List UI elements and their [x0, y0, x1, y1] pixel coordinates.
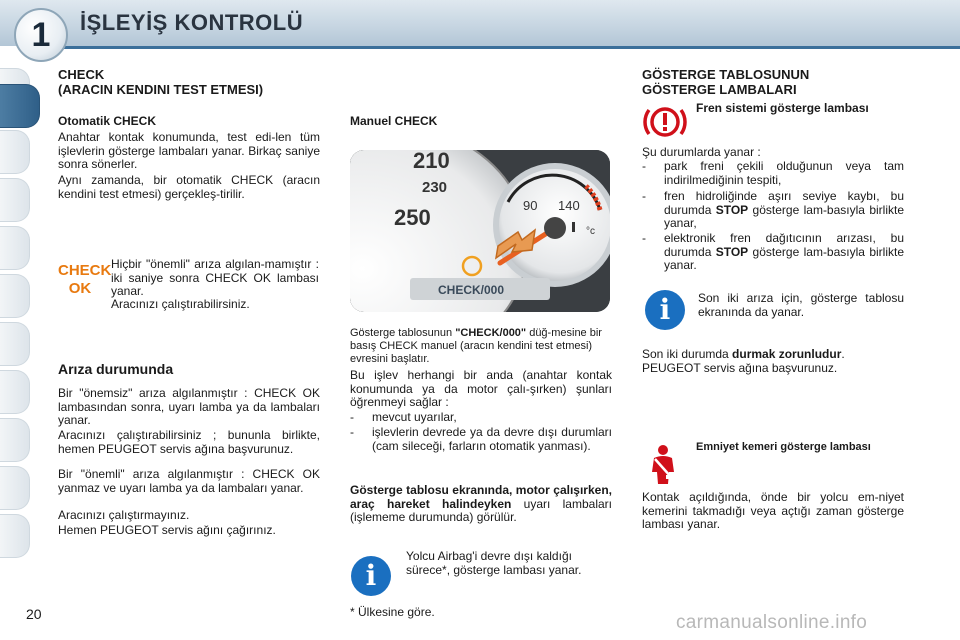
fault-paragraph-2: Aracınızı çalıştırabilirsiniz ; bununla birlikte, hemen PEUGEOT servis ağına başvurunuz.: [58, 428, 320, 456]
gauge-tick-230: 230: [422, 179, 448, 196]
seatbelt-icon: [644, 444, 682, 491]
auto-check-paragraph-2: Aynı zamanda, bir otomatik CHECK (aracın kendini test etmesi) gerçekleş-tirilir.: [58, 173, 320, 201]
gauge-tick-210: 210: [413, 150, 450, 173]
chapter-tab-3[interactable]: [0, 130, 30, 174]
header-rule: [60, 46, 960, 49]
auto-check-heading: Otomatik CHECK: [58, 114, 157, 128]
brake-bullet-1: - park freni çekili olduğunun veya tam indirilmediğinin tespiti,: [642, 159, 904, 187]
chapter-tab-8[interactable]: [0, 370, 30, 414]
chapter-tab-active[interactable]: [0, 84, 40, 128]
manual-check-bullet-1: - mevcut uyarılar,: [350, 410, 457, 424]
brake-info-note: Son iki arıza için, gösterge tablosu ekranında da yanar.: [698, 291, 904, 319]
chapter-tab-9[interactable]: [0, 418, 30, 462]
driving-warnings-paragraph: Gösterge tablosu ekranında, motor çalışırken, araç hareket halindeyken uyarı lambaları (işlememe durumunda) görülür.: [350, 483, 612, 524]
info-icon: i: [351, 556, 391, 596]
check-000-caption: Gösterge tablosunun "CHECK/000" düğ-mesine bir basış CHECK manuel (aracın kendini test etmesi) evresini başlatır.: [350, 327, 602, 365]
seatbelt-paragraph: Kontak açıldığında, önde bir yolcu em-niyet kemerini takmadığı veya açtığı zaman gösterge lambası yanar.: [642, 490, 904, 531]
brake-bullet-3: - elektronik fren dağıtıcının arızası, bu durumda STOP gösterge lam-basıyla birlikte yanar.: [642, 231, 904, 272]
fault-paragraph-3: Bir "önemli" arıza algılanmıştır : CHECK OK yanmaz ve uyarı lamba ya da lambaları yanar.: [58, 467, 320, 495]
chapter-tab-5[interactable]: [0, 226, 30, 270]
page-title: İŞLEYİŞ KONTROLÜ: [80, 10, 304, 35]
chapter-tab-7[interactable]: [0, 322, 30, 366]
seatbelt-lamp-title: Emniyet kemeri gösterge lambası: [696, 441, 871, 453]
chapter-tab-10[interactable]: [0, 466, 30, 510]
auto-check-paragraph-1: Anahtar kontak konumunda, test edi-len tüm işlevlerin gösterge lambaları yanar. Birkaç saniye sonra sönerler.: [58, 130, 320, 171]
page-number: 20: [26, 606, 42, 622]
check-ok-icon: CHECK OK: [58, 262, 112, 297]
fault-heading: Arıza durumunda: [58, 361, 174, 377]
chapter-tab-6[interactable]: [0, 274, 30, 318]
brake-intro: Şu durumlarda yanar :: [642, 145, 761, 159]
check-section-title: CHECK (ARACIN KENDINI TEST ETMESI): [58, 67, 264, 97]
fault-paragraph-1: Bir "önemsiz" arıza algılanmıştır : CHECK OK lambasından sonra, uyarı lamba ya da lambaları yanar.: [58, 386, 320, 427]
gauge-unit: °c: [586, 226, 595, 237]
info-icon: i: [645, 290, 685, 330]
fault-paragraph-5: Hemen PEUGEOT servis ağını çağırınız.: [58, 523, 276, 537]
manual-check-heading: Manuel CHECK: [350, 114, 438, 128]
watermark: carmanualsonline.info: [676, 612, 868, 633]
airbag-note: Yolcu Airbag'i devre dışı kaldığı sürece*, gösterge lambası yanar.: [406, 549, 582, 577]
chapter-number-badge: 1: [14, 8, 68, 62]
chapter-tab-11[interactable]: [0, 514, 30, 558]
gauge-tick-250: 250: [394, 205, 431, 230]
brake-final-paragraph: Son iki durumda durmak zorunludur. PEUGEOT servis ağına başvurunuz.: [642, 347, 845, 375]
footnote: * Ülkesine göre.: [350, 605, 435, 619]
gauge-tick-90: 90: [523, 198, 538, 213]
chapter-tab-4[interactable]: [0, 178, 30, 222]
brake-lamp-title: Fren sistemi gösterge lambası: [696, 101, 869, 115]
check-ok-paragraph: Hiçbir "önemli" arıza algılan-mamıştır : iki saniye sonra CHECK OK lambası yanar.: [111, 257, 319, 298]
fault-paragraph-4: Aracınızı çalıştırmayınız.: [58, 508, 190, 522]
manual-check-paragraph: Bu işlev herhangi bir anda (anahtar kontak konumunda ya da motor çalı-şırken) şunları öğrenmeyi sağlar :: [350, 368, 612, 409]
gauge-tick-140: 140: [558, 198, 580, 213]
instrument-panel-photo: [350, 150, 610, 312]
manual-check-bullet-2: - işlevlerin devrede ya da devre dışı durumları (cam sileceği, farların otomatik yanması).: [350, 425, 612, 453]
brake-warning-icon: [642, 102, 688, 147]
brake-bullet-2: - fren hidroliğinde aşırı seviye kaybı, bu durumda STOP gösterge lam-basıyla birlikte yanar,: [642, 189, 904, 230]
can-start-text: Aracınızı çalıştırabilirsiniz.: [111, 297, 250, 311]
check-000-button-label: CHECK/000: [438, 283, 505, 297]
warning-lamps-title: GÖSTERGE TABLOSUNUN GÖSTERGE LAMBALARI: [642, 67, 810, 97]
